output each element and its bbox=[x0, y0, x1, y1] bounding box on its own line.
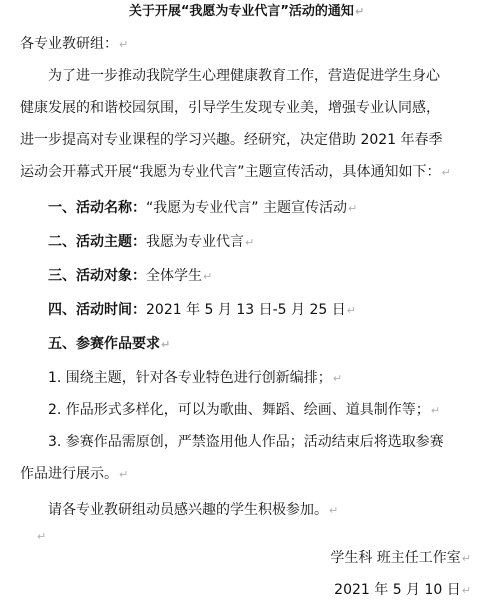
paragraph-mark-icon: ↵ bbox=[461, 584, 471, 597]
notice-title bbox=[0, 2, 493, 22]
requirements-heading-text: 五、参赛作品要求 bbox=[48, 336, 160, 352]
intro-line-4-text: 运动会开幕式开展“我愿为专业代言”主题宣传活动，具体通知如下： bbox=[20, 164, 441, 180]
paragraph-mark-icon: ↵ bbox=[441, 166, 451, 179]
paragraph-mark-icon: ↵ bbox=[332, 372, 343, 385]
intro-line-2: 健康发展的和谐校园氛围，引导学生发现专业美，增强专业认同感， bbox=[20, 100, 440, 116]
requirement-item-2 bbox=[48, 400, 440, 421]
paragraph-mark-icon: ↵ bbox=[346, 304, 356, 317]
requirement-text: 1. 围绕主题，针对各专业特色进行创新编排； bbox=[48, 370, 332, 386]
item-activity-theme bbox=[48, 232, 254, 253]
item-value: 全体学生 bbox=[146, 268, 202, 284]
intro-line-1: 为了进一步推动我院学生心理健康教育工作，营造促进学生身心 bbox=[48, 68, 440, 84]
item-activity-time bbox=[48, 300, 356, 321]
paragraph-mark-icon: ↵ bbox=[354, 5, 365, 18]
title-text: 关于开展“我愿为专业代言”活动的通知 bbox=[128, 4, 354, 19]
requirement-cont-text: 作品进行展示。 bbox=[20, 466, 118, 482]
empty-paragraph bbox=[36, 526, 46, 547]
signature-text: 学生科 班主任工作室 bbox=[330, 550, 461, 566]
paragraph-mark-icon: ↵ bbox=[203, 270, 213, 283]
item-activity-name bbox=[48, 198, 357, 219]
requirement-item-3: 3. 参赛作品需原创，严禁盗用他人作品；活动结束后将选取参赛 bbox=[48, 434, 444, 450]
paragraph-mark-icon: ↵ bbox=[461, 552, 471, 565]
paragraph-mark-icon: ↵ bbox=[161, 338, 171, 351]
item-label: 三、活动对象： bbox=[48, 268, 146, 284]
item-value: 我愿为专业代言 bbox=[146, 234, 244, 250]
closing-line bbox=[48, 500, 338, 521]
requirement-item-1 bbox=[48, 368, 342, 389]
item-value: “我愿为专业代言” 主题宣传活动 bbox=[146, 200, 347, 216]
paragraph-mark-icon: ↵ bbox=[37, 530, 47, 543]
item-activity-target bbox=[48, 266, 212, 287]
signature bbox=[330, 548, 471, 569]
paragraph-mark-icon: ↵ bbox=[119, 38, 129, 51]
paragraph-mark-icon: ↵ bbox=[245, 236, 255, 249]
salutation-text: 各专业教研组： bbox=[20, 36, 118, 52]
requirements-heading bbox=[48, 334, 170, 355]
item-label: 一、活动名称： bbox=[48, 200, 146, 216]
item-value: 2021 年 5 月 13 日-5 月 25 日 bbox=[146, 302, 346, 318]
item-label: 二、活动主题： bbox=[48, 234, 146, 250]
paragraph-mark-icon: ↵ bbox=[119, 468, 129, 481]
intro-line-3: 进一步提高对专业课程的学习兴趣。经研究，决定借助 2021 年春季 bbox=[20, 132, 443, 148]
item-label: 四、活动时间： bbox=[48, 302, 146, 318]
salutation bbox=[20, 34, 128, 55]
closing-text: 请各专业教研组动员感兴趣的学生积极参加。 bbox=[48, 502, 328, 518]
intro-line-4 bbox=[20, 162, 451, 183]
paragraph-mark-icon: ↵ bbox=[347, 202, 358, 215]
date-text: 2021 年 5 月 10 日 bbox=[334, 582, 461, 598]
notice-date bbox=[334, 580, 471, 601]
paragraph-mark-icon: ↵ bbox=[430, 404, 441, 417]
paragraph-mark-icon: ↵ bbox=[329, 504, 339, 517]
requirement-item-3-cont bbox=[20, 464, 128, 485]
requirement-text: 2. 作品形式多样化，可以为歌曲、舞蹈、绘画、道具制作等； bbox=[48, 402, 430, 418]
